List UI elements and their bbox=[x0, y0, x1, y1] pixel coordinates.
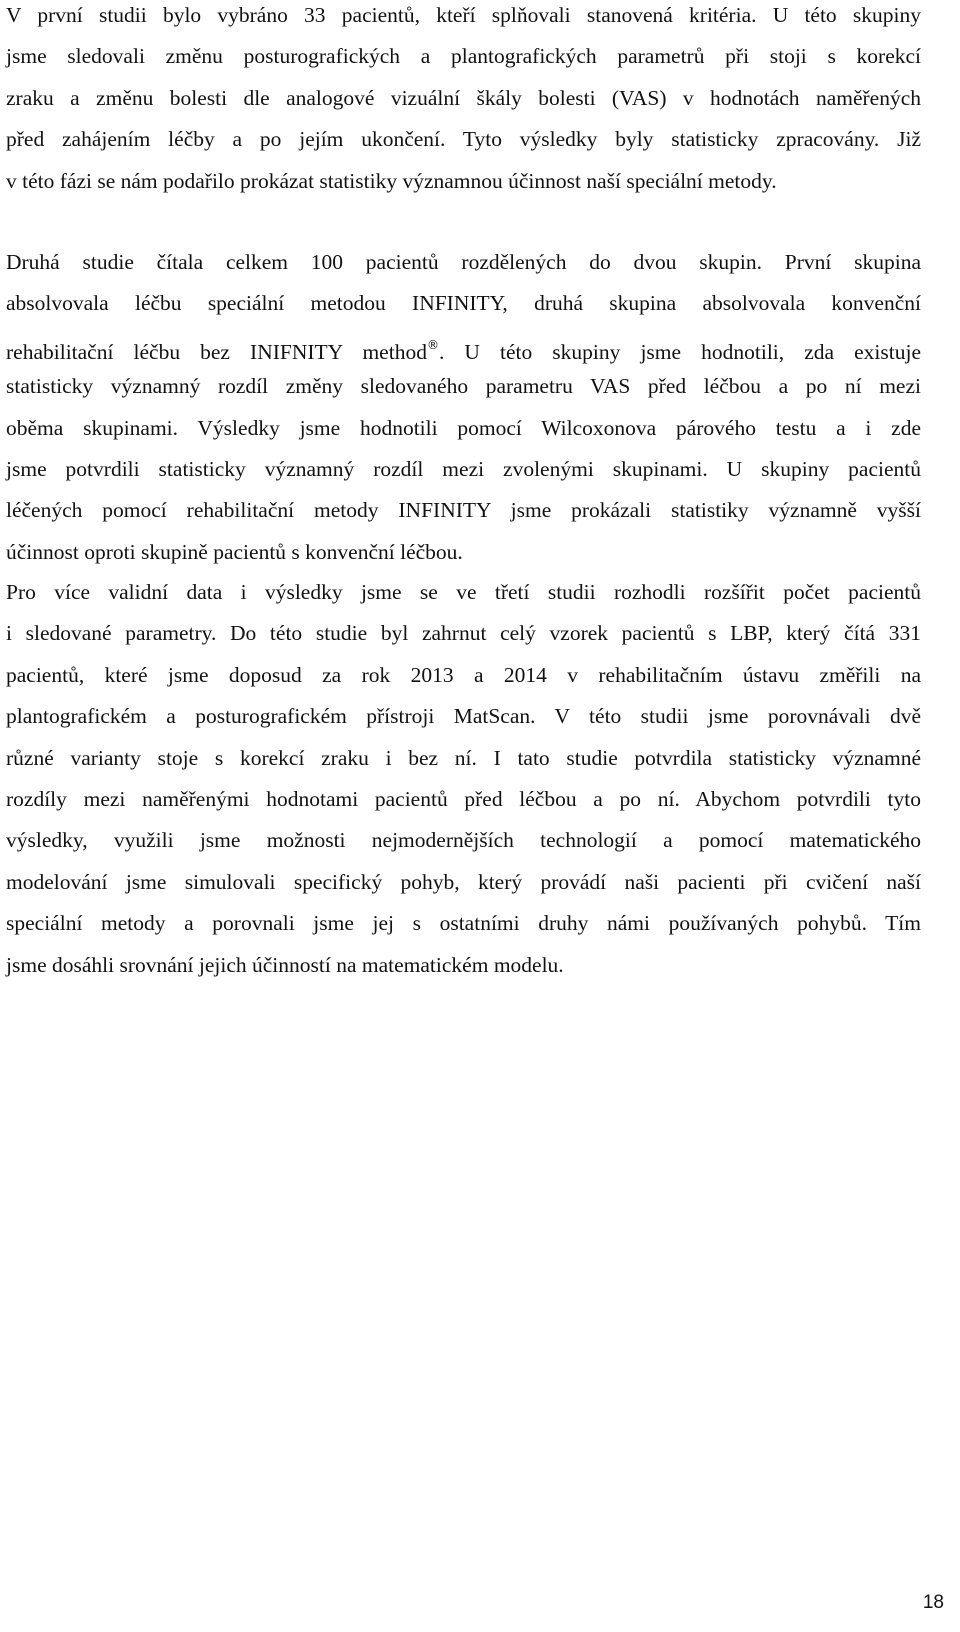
text-line: zraku a změnu bolesti dle analogové vizuální škály bolesti (VAS) v hodnotách naměřených bbox=[6, 85, 921, 110]
text-line: pacientů, které jsme doposud za rok 2013 a 2014 v rehabilitačním ústavu změřili na bbox=[6, 662, 921, 687]
text-line: V první studii bylo vybráno 33 pacientů, kteří splňovali stanovená kritéria. U této skupiny bbox=[6, 3, 921, 27]
text-line: absolvovala léčbu speciální metodou INFINITY, druhá skupina absolvovala konvenční bbox=[6, 291, 921, 316]
text-line: jsme dosáhli srovnání jejich účinností na matematickém modelu. bbox=[6, 952, 564, 977]
text-line: v této fázi se nám podařilo prokázat statistiky významnou účinnost naší speciální metody. bbox=[6, 168, 777, 193]
text-line: oběma skupinami. Výsledky jsme hodnotili pomocí Wilcoxonova párového testu a i zde bbox=[6, 415, 921, 440]
text-line: modelování jsme simulovali specifický pohyb, který provádí naši pacienti při cvičení naší bbox=[6, 869, 921, 894]
page-number: 18 bbox=[922, 1592, 944, 1613]
text-segment: rehabilitační léčbu bez INIFNITY method bbox=[6, 339, 427, 364]
text-line: účinnost oproti skupině pacientů s konvenční léčbou. bbox=[6, 539, 463, 564]
text-segment: . U této skupiny jsme hodnotili, zda existuje bbox=[438, 339, 921, 364]
text-line-with-trademark bbox=[6, 325, 921, 366]
text-line: rozdíly mezi naměřenými hodnotami pacientů před léčbou a po ní. Abychom potvrdili tyto bbox=[6, 786, 921, 811]
paragraph-third-study bbox=[6, 572, 921, 986]
registered-trademark-icon: ® bbox=[426, 337, 439, 352]
text-line: Pro více validní data i výsledky jsme se ve třetí studii rozhodli rozšířit počet pacientů bbox=[6, 580, 921, 604]
text-line: plantografickém a posturografickém přístroji MatScan. V této studii jsme porovnávali dvě bbox=[6, 704, 921, 729]
text-line: výsledky, využili jsme možnosti nejmodernějších technologií a pomocí matematického bbox=[6, 828, 921, 853]
text-line: speciální metody a porovnali jsme jej s ostatními druhy námi používaných pohybů. Tím bbox=[6, 911, 921, 936]
text-line: jsme sledovali změnu posturografických a plantografických parametrů při stoji s korekcí bbox=[6, 44, 921, 69]
text-line: Druhá studie čítala celkem 100 pacientů rozdělených do dvou skupin. První skupina bbox=[6, 250, 921, 274]
text-line: před zahájením léčby a po jejím ukončení. Tyto výsledky byly statisticky zpracovány. Již bbox=[6, 127, 921, 152]
text-line: jsme potvrdili statisticky významný rozdíl mezi zvolenými skupinami. U skupiny pacientů bbox=[6, 456, 921, 481]
text-line: statisticky významný rozdíl změny sledovaného parametru VAS před léčbou a po ní mezi bbox=[6, 374, 921, 399]
text-line: i sledované parametry. Do této studie byl zahrnut celý vzorek pacientů s LBP, který čítá 331 bbox=[6, 621, 921, 646]
text-line: léčených pomocí rehabilitační metody INFINITY jsme prokázali statistiky významně vyšší bbox=[6, 498, 921, 523]
paragraph-second-study bbox=[6, 242, 921, 573]
paragraph-first-study bbox=[6, 0, 921, 202]
text-line: různé varianty stoje s korekcí zraku i bez ní. I tato studie potvrdila statisticky významné bbox=[6, 745, 921, 770]
